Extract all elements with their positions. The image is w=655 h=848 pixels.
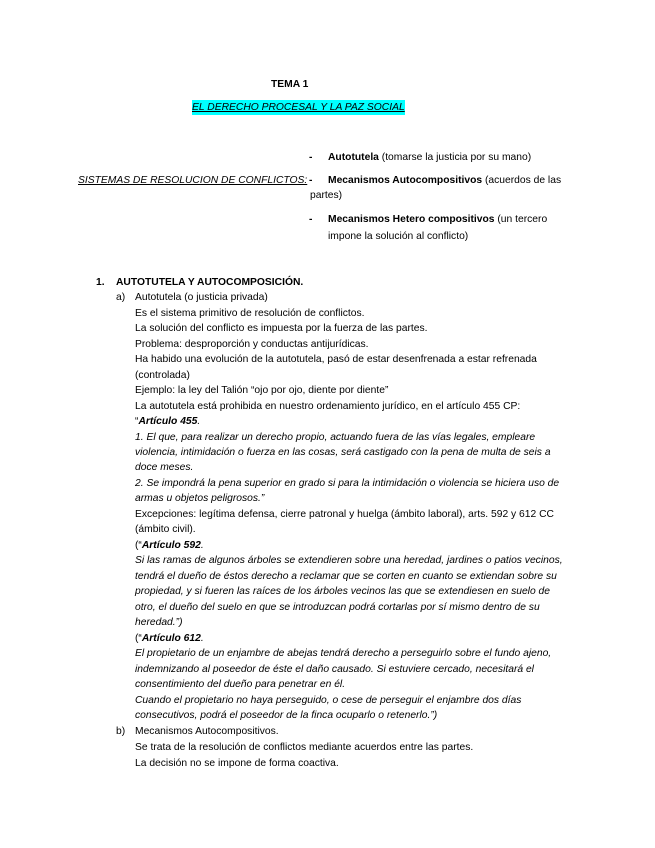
subsection-b-title: Mecanismos Autocompositivos. bbox=[135, 726, 279, 737]
sistemas-item-autocompositivos-cont: partes) bbox=[310, 190, 343, 201]
article-455-heading: “Artículo 455. bbox=[135, 416, 201, 427]
paragraph-line: La decisión no se impone de forma coactiva. bbox=[135, 758, 339, 769]
bullet-dash: - bbox=[309, 214, 313, 225]
paragraph-line: Ha habido una evolución de la autotutela, pasó de estar desenfrenada a estar refrenada bbox=[135, 354, 537, 365]
paragraph-line: Se trata de la resolución de conflictos mediante acuerdos entre las partes. bbox=[135, 742, 474, 753]
article-455-line: 1. El que, para realizar un derecho propio, actuando fuera de las vías legales, empleare bbox=[135, 432, 536, 443]
paragraph-line: Ejemplo: la ley del Talión “ojo por ojo, diente por diente” bbox=[135, 385, 389, 396]
article-612-line: indemnizando al poseedor de éste el daño causado. Si estuviere cercado, necesitará el bbox=[135, 664, 534, 675]
article-592-line: heredad.”) bbox=[135, 617, 183, 628]
article-592-heading: (“Artículo 592. bbox=[135, 540, 204, 551]
subsection-a-title: Autotutela (o justicia privada) bbox=[135, 292, 268, 303]
article-455-line: doce meses. bbox=[135, 462, 194, 473]
article-592-line: tendrá el dueño de éstos derecho a reclamar que se corten en cuanto se extiendan sobre su bbox=[135, 571, 557, 582]
article-612-line: consecutivos, podrá el poseedor de la finca ocuparlo o retenerlo.”) bbox=[135, 710, 438, 721]
bullet-dash: - bbox=[309, 152, 313, 163]
list-marker-b: b) bbox=[116, 726, 126, 737]
sistemas-item-heterocompositivos: Mecanismos Hetero compositivos (un tercero bbox=[328, 214, 548, 225]
article-455-line: violencia, intimidación o fuerza en las cosas, será castigado con la pena de multa de seis a bbox=[135, 447, 551, 458]
list-marker-a: a) bbox=[116, 292, 126, 303]
sistemas-item-heterocompositivos-cont: impone la solución al conflicto) bbox=[328, 231, 469, 242]
article-455-line: 2. Se impondrá la pena superior en grado si para la intimidación o violencia se hiciera uso de bbox=[135, 478, 560, 489]
exceptions-line: Excepciones: legítima defensa, cierre patronal y huelga (ámbito laboral), arts. 592 y 612 CC bbox=[135, 509, 554, 520]
article-592-line: otro, el dueño del suelo en que se introduzcan podrá cortarlas por sí mismo dentro de su bbox=[135, 602, 540, 613]
page-subtitle: EL DERECHO PROCESAL Y LA PAZ SOCIAL bbox=[192, 102, 405, 113]
article-612-line: Cuando el propietario no haya perseguido, o cese de perseguir el enjambre dos días bbox=[135, 695, 522, 706]
paragraph-line: Es el sistema primitivo de resolución de conflictos. bbox=[135, 308, 365, 319]
article-612-line: El propietario de un enjambre de abejas tendrá derecho a perseguirlo sobre el fundo ajeno, bbox=[135, 648, 552, 659]
article-612-line: consentimiento del dueño para penetrar en él. bbox=[135, 679, 346, 690]
paragraph-line: La autotutela está prohibida en nuestro ordenamiento jurídico, en el artículo 455 CP: bbox=[135, 401, 521, 412]
sistemas-item-autotutela: Autotutela (tomarse la justicia por su mano) bbox=[328, 152, 532, 163]
article-592-line: propiedad, y si fueren las raíces de los árboles vecinos las que se extendiesen en suelo de bbox=[135, 586, 550, 597]
paragraph-line: (controlada) bbox=[135, 370, 190, 381]
paragraph-line: La solución del conflicto es impuesta por la fuerza de las partes. bbox=[135, 323, 428, 334]
paragraph-line: Problema: desproporción y conductas antijurídicas. bbox=[135, 339, 369, 350]
section-number: 1. bbox=[96, 277, 105, 288]
article-455-line: armas u objetos peligrosos.” bbox=[135, 493, 265, 504]
sistemas-item-autocompositivos: Mecanismos Autocompositivos (acuerdos de las bbox=[328, 175, 562, 186]
section-title: AUTOTUTELA Y AUTOCOMPOSICIÓN. bbox=[116, 277, 304, 288]
page-title: TEMA 1 bbox=[271, 79, 309, 90]
article-612-heading: (“Artículo 612. bbox=[135, 633, 204, 644]
sistemas-label: SISTEMAS DE RESOLUCION DE CONFLICTOS: bbox=[78, 175, 308, 186]
article-592-line: Si las ramas de algunos árboles se extendieren sobre una heredad, jardines o patios vecinos, bbox=[135, 555, 563, 566]
bullet-dash: - bbox=[309, 175, 313, 186]
exceptions-line: (ámbito civil). bbox=[135, 524, 196, 535]
